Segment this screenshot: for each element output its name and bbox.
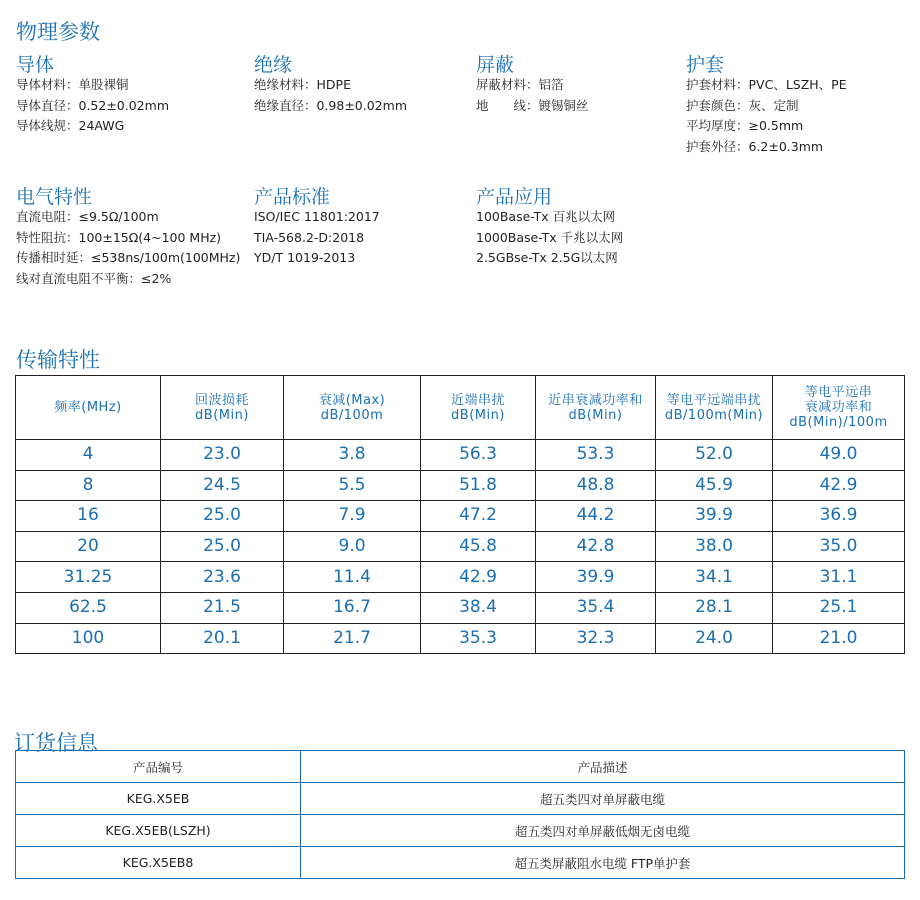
table-cell: 45.8 bbox=[421, 531, 536, 562]
header-line: 近串衰减功率和 bbox=[548, 392, 643, 408]
order-header-code: 产品编号 bbox=[16, 751, 301, 783]
table-row bbox=[16, 562, 905, 593]
spec-line: TIA-568.2-D:2018 bbox=[254, 229, 365, 245]
transmission-header bbox=[421, 376, 536, 440]
table-cell: 超五类四对单屏蔽电缆 bbox=[301, 783, 905, 815]
spec-line: 绝缘直径：0.98±0.02mm bbox=[254, 97, 407, 113]
header-line: dB(Min)/100m bbox=[789, 415, 888, 430]
table-cell: 超五类屏蔽阻水电缆 FTP单护套 bbox=[301, 847, 905, 879]
conductor-title: 导体 bbox=[16, 54, 55, 76]
conductor-specs bbox=[16, 75, 169, 137]
table-cell: 20 bbox=[16, 531, 161, 562]
jacket-title: 护套 bbox=[686, 54, 725, 76]
table-cell: 35.4 bbox=[536, 592, 656, 623]
table-cell: 23.6 bbox=[161, 562, 284, 593]
spec-line: 线对直流电阻不平衡：≤2% bbox=[16, 270, 172, 286]
spec-line: 绝缘材料：HDPE bbox=[254, 77, 351, 92]
table-cell: 25.0 bbox=[161, 501, 284, 532]
transmission-header bbox=[773, 376, 905, 440]
table-cell: 45.9 bbox=[656, 470, 773, 501]
table-cell: 31.1 bbox=[773, 562, 905, 593]
table-cell: 42.9 bbox=[773, 470, 905, 501]
table-cell: 49.0 bbox=[773, 440, 905, 471]
standards-list bbox=[254, 207, 380, 269]
transmission-title: 传输特性 bbox=[16, 348, 100, 372]
header-line: 频率(MHz) bbox=[54, 400, 122, 415]
header-line: 衰减功率和 bbox=[804, 400, 873, 415]
header-line: 等电平远串 bbox=[804, 385, 873, 400]
table-cell: 25.1 bbox=[773, 592, 905, 623]
spec-line: 2.5GBse-Tx 2.5G以太网 bbox=[476, 250, 618, 265]
spec-line: 导体直径：0.52±0.02mm bbox=[16, 97, 169, 113]
table-cell: 38.0 bbox=[656, 531, 773, 562]
table-cell: 36.9 bbox=[773, 501, 905, 532]
spec-line: 1000Base-Tx 千兆以太网 bbox=[476, 229, 624, 245]
table-cell: KEG.X5EB bbox=[16, 783, 301, 815]
table-cell: 24.5 bbox=[161, 470, 284, 501]
table-cell: 31.25 bbox=[16, 562, 161, 593]
spec-line: ISO/IEC 11801:2017 bbox=[254, 209, 380, 224]
table-cell: 34.1 bbox=[656, 562, 773, 593]
table-cell: 24.0 bbox=[656, 623, 773, 654]
table-cell: 51.8 bbox=[421, 470, 536, 501]
spec-line: 导体材料：单股裸铜 bbox=[16, 77, 129, 92]
table-cell: 25.0 bbox=[161, 531, 284, 562]
table-row bbox=[16, 470, 905, 501]
table-cell: 100 bbox=[16, 623, 161, 654]
table-row bbox=[16, 623, 905, 654]
header-line: 等电平远端串扰 bbox=[666, 392, 762, 408]
physical-params-title: 物理参数 bbox=[16, 20, 100, 44]
table-cell: 23.0 bbox=[161, 440, 284, 471]
transmission-table bbox=[15, 375, 905, 654]
ordering-title: 订货信息 bbox=[14, 731, 98, 755]
table-cell: 21.0 bbox=[773, 623, 905, 654]
transmission-header bbox=[16, 376, 161, 440]
transmission-header bbox=[284, 376, 421, 440]
table-row bbox=[16, 440, 905, 471]
spec-line: 特性阻抗：100±15Ω(4~100 MHz) bbox=[16, 229, 222, 245]
table-cell: 5.5 bbox=[284, 470, 421, 501]
table-cell: KEG.X5EB(LSZH) bbox=[16, 815, 301, 847]
table-row bbox=[16, 815, 905, 847]
spec-line: 护套外径：6.2±0.3mm bbox=[686, 138, 824, 154]
header-line: dB/100m(Min) bbox=[664, 407, 764, 423]
table-cell: 21.7 bbox=[284, 623, 421, 654]
spec-line: 直流电阻：≤9.5Ω/100m bbox=[16, 209, 159, 224]
table-cell: 11.4 bbox=[284, 562, 421, 593]
transmission-header bbox=[656, 376, 773, 440]
header-line: 回波损耗 bbox=[194, 392, 249, 408]
spec-line: YD/T 1019-2013 bbox=[254, 250, 356, 265]
shield-title: 屏蔽 bbox=[476, 54, 515, 76]
transmission-header bbox=[536, 376, 656, 440]
table-cell: 32.3 bbox=[536, 623, 656, 654]
applications-title: 产品应用 bbox=[476, 186, 553, 208]
table-row bbox=[16, 531, 905, 562]
table-cell: 39.9 bbox=[536, 562, 656, 593]
table-cell: 52.0 bbox=[656, 440, 773, 471]
shield-specs bbox=[476, 75, 589, 116]
table-cell: 8 bbox=[16, 470, 161, 501]
spec-line: 地 线：镀锡铜丝 bbox=[476, 97, 589, 113]
table-cell: 3.8 bbox=[284, 440, 421, 471]
table-cell: 47.2 bbox=[421, 501, 536, 532]
table-row bbox=[16, 783, 905, 815]
spec-line: 平均厚度：≥0.5mm bbox=[686, 118, 804, 133]
standards-title: 产品标准 bbox=[254, 186, 331, 208]
spec-line: 护套颜色：灰、定制 bbox=[686, 97, 799, 113]
table-cell: 20.1 bbox=[161, 623, 284, 654]
ordering-table bbox=[15, 750, 905, 879]
table-cell: 16 bbox=[16, 501, 161, 532]
table-row bbox=[16, 847, 905, 879]
header-line: dB/100m bbox=[320, 407, 384, 423]
spec-line: 导体线规：24AWG bbox=[16, 118, 125, 133]
table-cell: 62.5 bbox=[16, 592, 161, 623]
order-header-desc: 产品描述 bbox=[301, 751, 905, 783]
insulation-specs bbox=[254, 75, 407, 116]
insulation-title: 绝缘 bbox=[254, 54, 293, 76]
spec-line: 护套材料：PVC、LSZH、PE bbox=[686, 77, 847, 92]
table-cell: 21.5 bbox=[161, 592, 284, 623]
spec-line: 100Base-Tx 百兆以太网 bbox=[476, 209, 616, 224]
table-cell: 9.0 bbox=[284, 531, 421, 562]
table-cell: 16.7 bbox=[284, 592, 421, 623]
table-cell: 28.1 bbox=[656, 592, 773, 623]
header-line: 衰减(Max) bbox=[318, 392, 386, 408]
table-cell: 42.8 bbox=[536, 531, 656, 562]
electrical-specs bbox=[16, 207, 240, 289]
table-cell: 56.3 bbox=[421, 440, 536, 471]
applications-list bbox=[476, 207, 623, 269]
table-cell: 48.8 bbox=[536, 470, 656, 501]
table-cell: 超五类四对单屏蔽低烟无卤电缆 bbox=[301, 815, 905, 847]
spec-line: 传播相时延：≤538ns/100m(100MHz) bbox=[16, 250, 241, 265]
table-row bbox=[16, 501, 905, 532]
spec-line: 屏蔽材料：铝箔 bbox=[476, 77, 564, 92]
electrical-title: 电气特性 bbox=[16, 186, 93, 208]
table-cell: 4 bbox=[16, 440, 161, 471]
table-cell: KEG.X5EB8 bbox=[16, 847, 301, 879]
table-cell: 53.3 bbox=[536, 440, 656, 471]
table-cell: 35.0 bbox=[773, 531, 905, 562]
table-row bbox=[16, 592, 905, 623]
table-cell: 7.9 bbox=[284, 501, 421, 532]
header-line: dB(Min) bbox=[451, 407, 505, 423]
header-line: dB(Min) bbox=[568, 407, 623, 423]
table-cell: 39.9 bbox=[656, 501, 773, 532]
table-cell: 38.4 bbox=[421, 592, 536, 623]
transmission-header bbox=[161, 376, 284, 440]
table-cell: 35.3 bbox=[421, 623, 536, 654]
header-line: 近端串扰 bbox=[450, 392, 505, 408]
header-line: dB(Min) bbox=[195, 407, 249, 423]
table-cell: 42.9 bbox=[421, 562, 536, 593]
table-cell: 44.2 bbox=[536, 501, 656, 532]
jacket-specs bbox=[686, 75, 847, 157]
